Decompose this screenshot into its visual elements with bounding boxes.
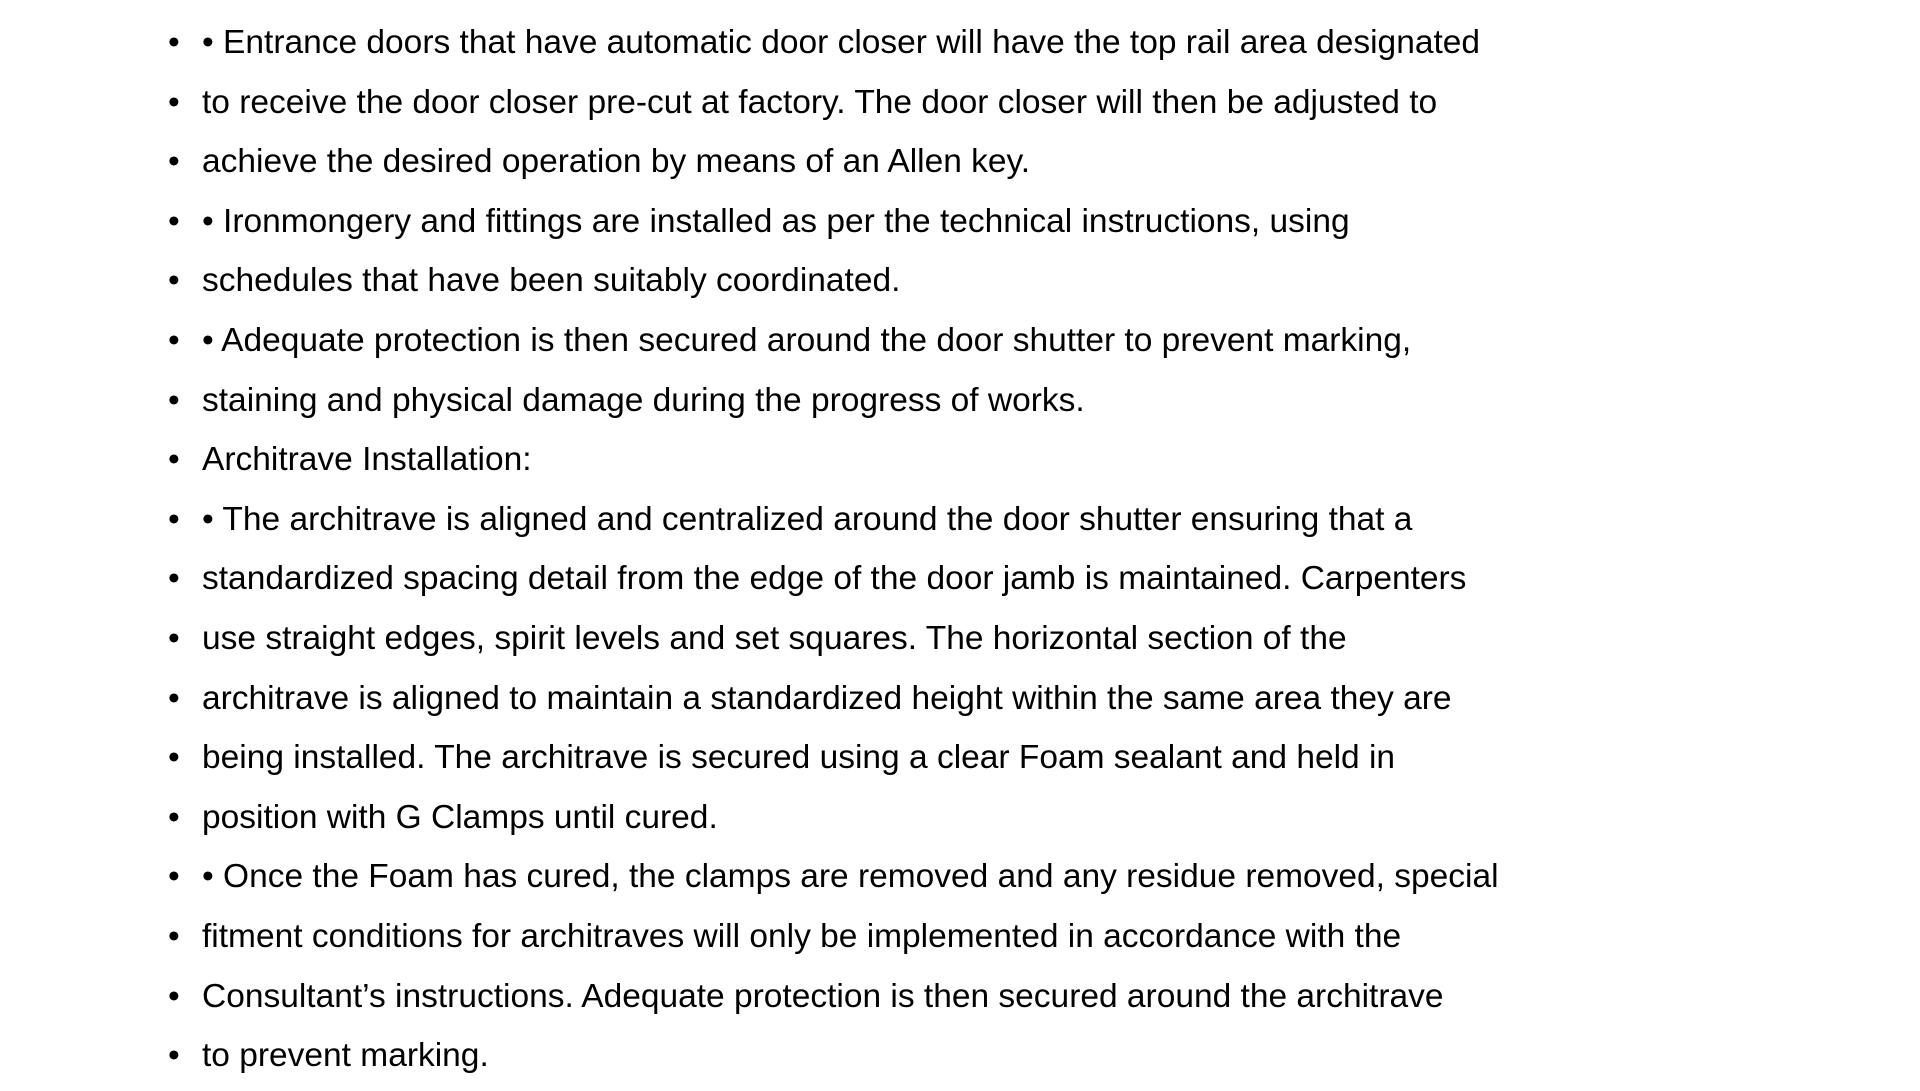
bullet-icon: •: [168, 262, 180, 300]
bullet-icon: •: [168, 977, 180, 1015]
bullet-text: being installed. The architrave is secured using a clear Foam sealant and held in: [202, 739, 1396, 777]
bullet-text: achieve the desired operation by means of an Allen key.: [202, 143, 1031, 181]
bullet-line-5: [168, 256, 1568, 316]
bullet-icon: •: [168, 321, 180, 359]
bullet-line-8: [168, 435, 1568, 495]
bullet-line-14: [168, 793, 1568, 853]
bullet-line-16: [168, 912, 1568, 972]
bullet-text: fitment conditions for architraves will only be implemented in accordance with the: [202, 917, 1402, 955]
bullet-line-11: [168, 614, 1568, 674]
bullet-line-7: [168, 376, 1568, 436]
bullet-line-3: [168, 137, 1568, 197]
bullet-text: Consultant’s instructions. Adequate protection is then secured around the architrave: [202, 977, 1444, 1015]
bullet-text: standardized spacing detail from the edge of the door jamb is maintained. Carpenters: [202, 560, 1467, 598]
bullet-icon: •: [168, 202, 180, 240]
bullet-line-12: [168, 674, 1568, 734]
bullet-icon: •: [168, 619, 180, 657]
section-heading: Architrave Installation:: [202, 441, 532, 479]
bullet-line-18: [168, 1031, 1568, 1091]
bullet-icon: •: [168, 858, 180, 896]
bullet-icon: •: [168, 83, 180, 121]
bullet-line-1: [168, 18, 1568, 78]
bullet-icon: •: [168, 24, 180, 61]
bullet-text: • Once the Foam has cured, the clamps are removed and any residue removed, special: [202, 858, 1499, 896]
bullet-icon: •: [168, 441, 180, 479]
bullet-line-9: [168, 495, 1568, 555]
bullet-text: to prevent marking.: [202, 1037, 489, 1075]
bullet-icon: •: [168, 739, 180, 777]
bullet-line-10: [168, 554, 1568, 614]
bullet-text: • Adequate protection is then secured around the door shutter to prevent marking,: [202, 321, 1412, 359]
bullet-list: [168, 18, 1568, 1091]
bullet-icon: •: [168, 1037, 180, 1075]
bullet-text: architrave is aligned to maintain a standardized height within the same area they are: [202, 679, 1452, 717]
bullet-text: position with G Clamps until cured.: [202, 798, 718, 836]
bullet-line-13: [168, 733, 1568, 793]
bullet-text: • Entrance doors that have automatic door closer will have the top rail area designated: [202, 24, 1481, 61]
bullet-line-2: [168, 78, 1568, 138]
bullet-icon: •: [168, 798, 180, 836]
bullet-line-6: [168, 316, 1568, 376]
bullet-line-17: [168, 972, 1568, 1032]
bullet-icon: •: [168, 500, 180, 538]
bullet-icon: •: [168, 679, 180, 717]
bullet-icon: •: [168, 381, 180, 419]
bullet-line-4: [168, 197, 1568, 257]
bullet-icon: •: [168, 917, 180, 955]
bullet-text: to receive the door closer pre-cut at factory. The door closer will then be adjusted to: [202, 83, 1438, 121]
bullet-text: use straight edges, spirit levels and set squares. The horizontal section of the: [202, 619, 1347, 657]
bullet-text: • Ironmongery and fittings are installed as per the technical instructions, using: [202, 202, 1350, 240]
bullet-text: staining and physical damage during the progress of works.: [202, 381, 1085, 419]
bullet-icon: •: [168, 560, 180, 598]
bullet-line-15: [168, 852, 1568, 912]
bullet-icon: •: [168, 143, 180, 181]
bullet-text: • The architrave is aligned and centralized around the door shutter ensuring that a: [202, 500, 1413, 538]
bullet-text: schedules that have been suitably coordinated.: [202, 262, 901, 300]
